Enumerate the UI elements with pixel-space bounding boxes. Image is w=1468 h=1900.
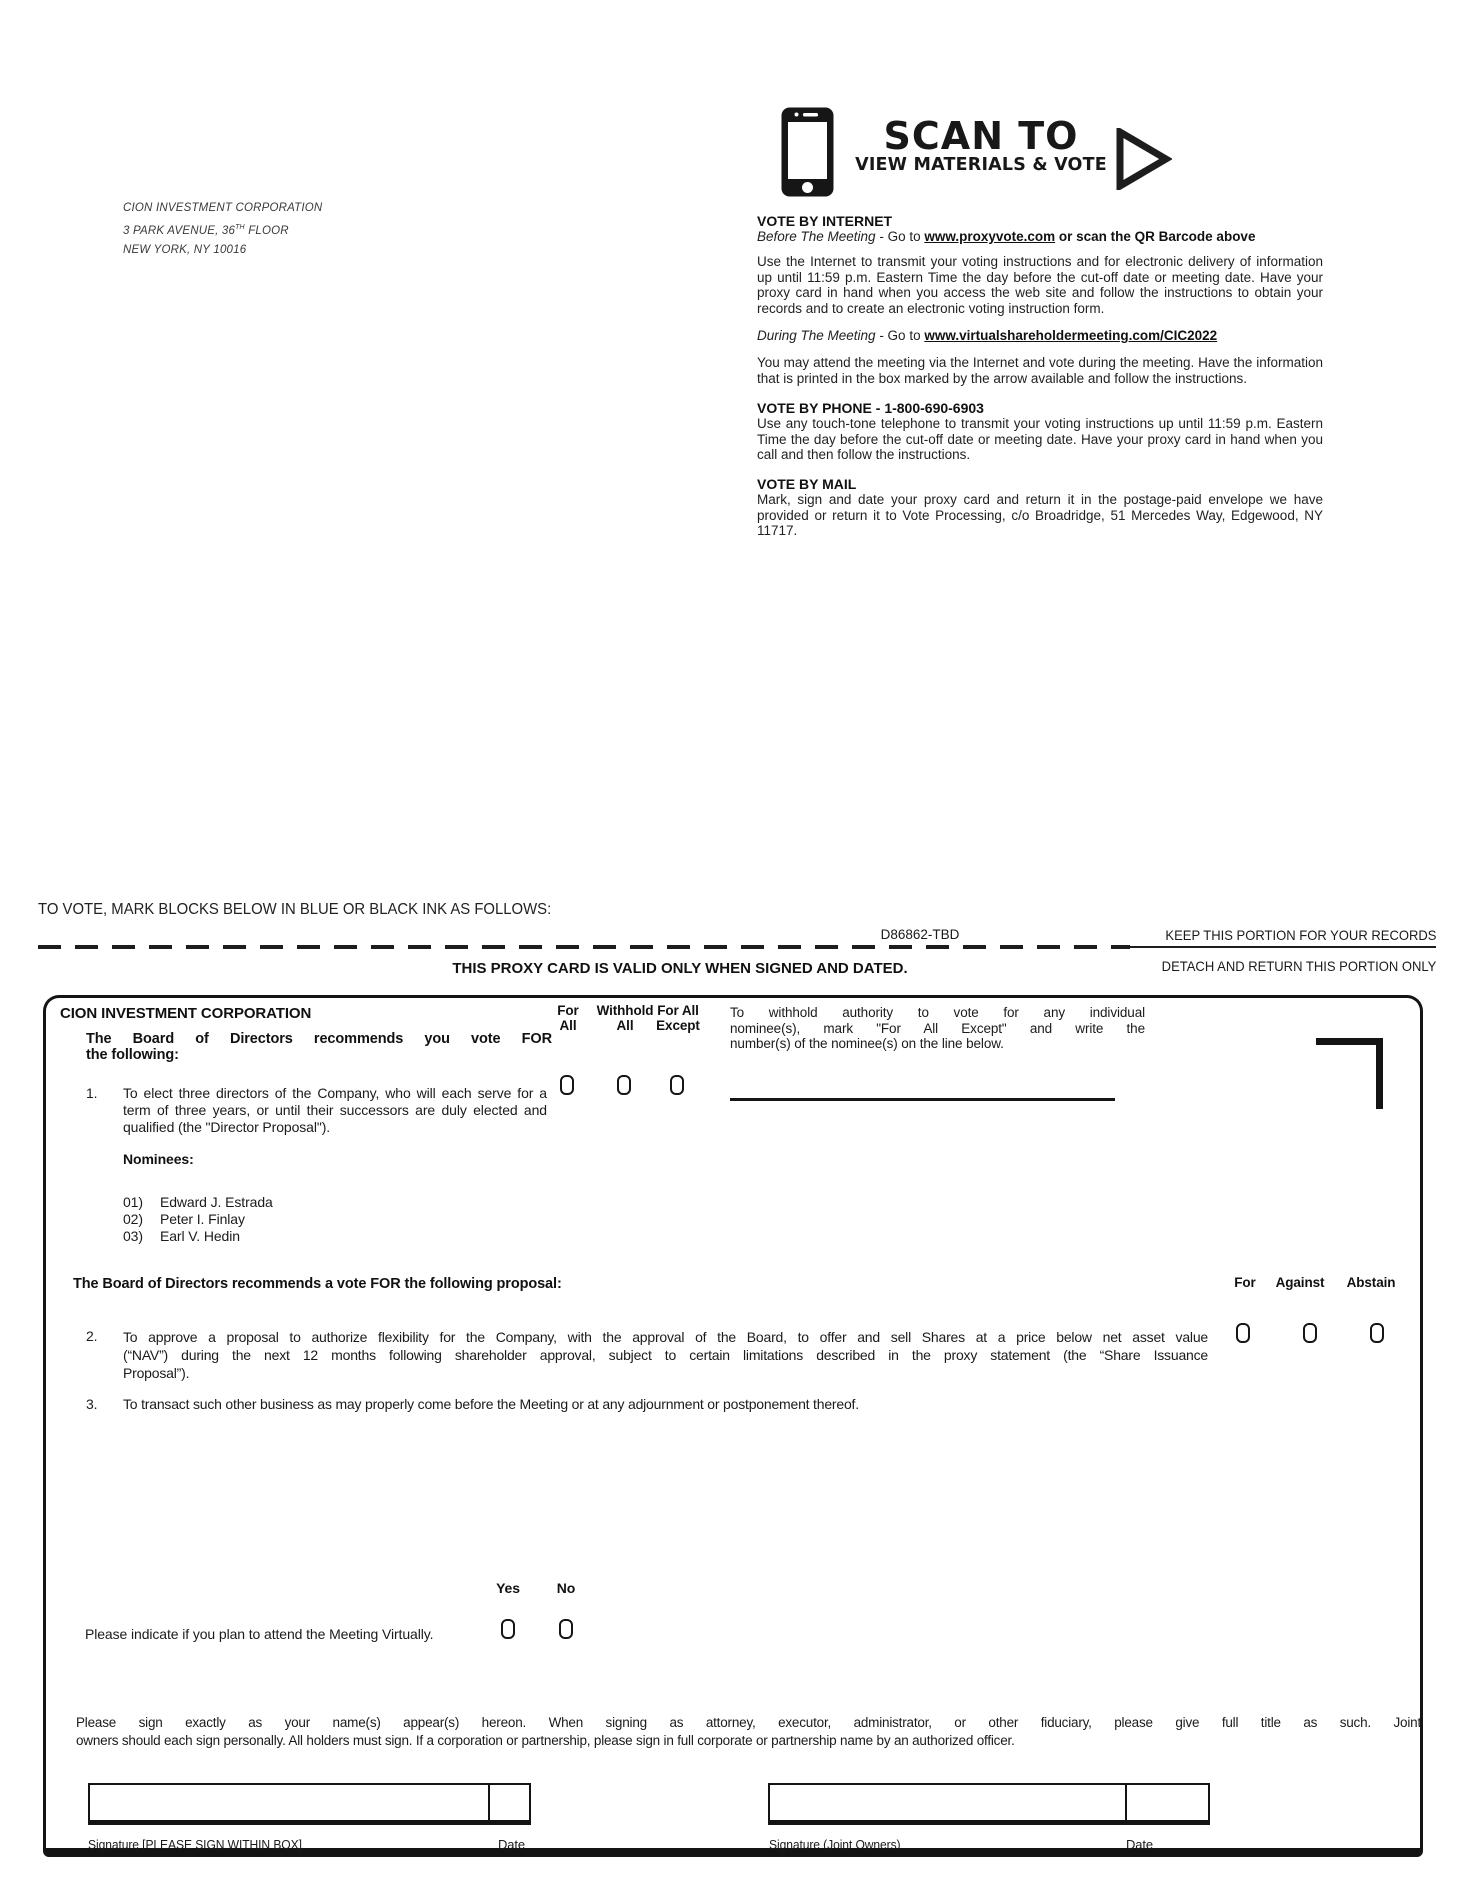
nominee-row [123,1211,245,1228]
card-company-name: CION INVESTMENT CORPORATION [60,1005,312,1022]
phone-icon [780,106,835,198]
checkbox-attend-no[interactable] [559,1619,573,1639]
mark-instruction: TO VOTE, MARK BLOCKS BELOW IN BLUE OR BLACK INK AS FOLLOWS: [38,901,552,918]
before-meeting-line: Before The Meeting - Go to www.proxyvote.com or scan the QR Barcode above [757,229,1256,244]
checkbox-for-all-except[interactable] [670,1075,684,1095]
withhold-note: To withhold authority to vote for any individual nominee(s), mark "For All Except" and write the number(s) of the nominee(s) on the line below. [730,1005,1145,1051]
nominee-number: 02) [123,1211,143,1227]
sender-address [123,199,322,260]
proposal-2-number: 2. [86,1328,98,1344]
column-header-against: Against [1275,1275,1325,1290]
column-header-for: For [1234,1275,1256,1290]
nominee-exception-write-line[interactable] [730,1098,1115,1101]
checkbox-p2-against[interactable] [1303,1323,1317,1343]
recommendation-2: The Board of Directors recommends a vote FOR the following proposal: [73,1276,562,1292]
nominee-row [123,1228,240,1245]
sender-company: CION INVESTMENT CORPORATION [123,202,323,214]
during-meeting-label: During The Meeting [757,328,876,344]
attend-yes-header: Yes [496,1580,520,1596]
column-header-for-all: For All [557,1003,579,1033]
nominee-number: 03) [123,1228,143,1244]
phone-paragraph: Use any touch-tone telephone to transmit your voting instructions up until 11:59 p.m. Eastern Time the day before the cut-off date or meeting date. Have your proxy card in hand when you call and then follow the instructions. [757,416,1323,463]
internet-during-paragraph: You may attend the meeting via the Internet and vote during the meeting. Have the information that is printed in the box marked by the arrow available and follow the instructions. [757,355,1323,386]
signature-label-primary: Signature [PLEASE SIGN WITHIN BOX] [88,1837,302,1852]
scan-to-title: SCAN TO [883,114,1079,158]
internet-before-paragraph: Use the Internet to transmit your voting instructions and for electronic delivery of information up until 11:59 p.m. Eastern Time the day before the cut-off date or meeting date. Have your proxy card in hand when you access the web site and follow the instructions to obtain your records and to create an electronic voting instruction form. [757,254,1323,316]
column-header-abstain: Abstain [1346,1275,1396,1290]
column-header-withhold-all: Withhold All [596,1003,654,1033]
vote-by-mail-heading: VOTE BY MAIL [757,476,857,493]
virtual-meeting-link[interactable]: www.virtualshareholdermeeting.com/CIC2022 [924,328,1218,344]
proposal-3-text: To transact such other business as may properly come before the Meeting or at any adjournment or postponement thereof. [123,1396,859,1412]
detach-solid-line [1130,946,1436,948]
attend-no-header: No [556,1580,576,1596]
checkbox-p2-abstain[interactable] [1370,1323,1384,1343]
checkbox-withhold-all[interactable] [617,1075,631,1095]
vote-by-phone-heading: VOTE BY PHONE - 1-800-690-6903 [757,400,984,417]
control-number-box-corner [1316,1038,1383,1109]
signature-box-primary[interactable] [88,1783,531,1825]
control-number: D86862-TBD [880,927,960,942]
proposal-2-text: To approve a proposal to authorize flexibility for the Company, with the approval of the Board, to offer and sell Shares at a price below net asset value (“NAV”) during the next 12 months following shareholder approval, subject to certain limitations described in the proxy statement (the “Share Issuance Proposal”). [123,1329,1208,1381]
scan-to-block [845,114,1117,175]
detach-return-note: DETACH AND RETURN THIS PORTION ONLY [1161,958,1436,974]
column-header-for-all-except: For All Except [656,1003,700,1033]
during-meeting-line: During The Meeting - Go to www.virtualshareholdermeeting.com/CIC2022 [757,328,1218,344]
signature-date-divider [488,1785,490,1820]
checkbox-attend-yes[interactable] [501,1619,515,1639]
keep-portion-note: KEEP THIS PORTION FOR YOUR RECORDS [1164,927,1436,943]
nominee-number: 01) [123,1194,143,1210]
checkbox-for-all[interactable] [560,1075,574,1095]
scan-to-subtitle: VIEW MATERIALS & VOTE [855,155,1107,175]
sender-street: 3 PARK AVENUE, 36TH FLOOR [123,224,289,237]
sender-city: NEW YORK, NY 10016 [123,243,247,256]
proxyvote-link[interactable]: www.proxyvote.com [924,229,1056,244]
valid-when-signed-note: THIS PROXY CARD IS VALID ONLY WHEN SIGNED AND DATED. [452,960,908,977]
vote-by-internet-heading: VOTE BY INTERNET [757,213,893,229]
proposal-1-number: 1. [86,1085,98,1101]
attend-virtually-text: Please indicate if you plan to attend the Meeting Virtually. [85,1626,434,1642]
detach-dashed-line [38,945,1130,949]
proposal-1-text: To elect three directors of the Company, who will each serve for a term of three years, or until their successors are duly elected and qualified (the "Director Proposal"). [123,1085,547,1135]
date-label-joint: Date [1126,1837,1154,1852]
date-label-primary: Date [498,1837,526,1852]
nominee-row [123,1194,273,1211]
signature-date-divider [1125,1785,1127,1820]
nominees-label: Nominees: [123,1151,194,1167]
mail-paragraph: Mark, sign and date your proxy card and return it in the postage-paid envelope we have provided or return it to Vote Processing, c/o Broadridge, 51 Mercedes Way, Edgewood, NY 11717. [757,492,1323,539]
voting-instructions [757,213,1323,539]
checkbox-p2-for[interactable] [1236,1323,1250,1343]
nominee-name: Earl V. Hedin [160,1228,240,1244]
recommendation-1: The Board of Directors recommends you vote FOR the following: [86,1031,552,1063]
signature-box-joint[interactable] [768,1783,1210,1825]
arrow-icon [1116,128,1172,195]
proxy-card [43,995,1423,1857]
nominee-name: Peter I. Finlay [160,1211,245,1227]
signing-instructions: Please sign exactly as your name(s) appear(s) hereon. When signing as attorney, executor, administrator, or other fiduciary, please give full title as such. Joint owners should each sign personally. All holders must sign. If a corporation or partnership, please sign in full corporate or partnership name by an authorized officer. [76,1715,1421,1748]
before-meeting-label: Before The Meeting [757,229,876,244]
nominee-name: Edward J. Estrada [160,1194,273,1210]
signature-label-joint: Signature (Joint Owners) [769,1837,901,1852]
proposal-3-number: 3. [86,1396,98,1412]
